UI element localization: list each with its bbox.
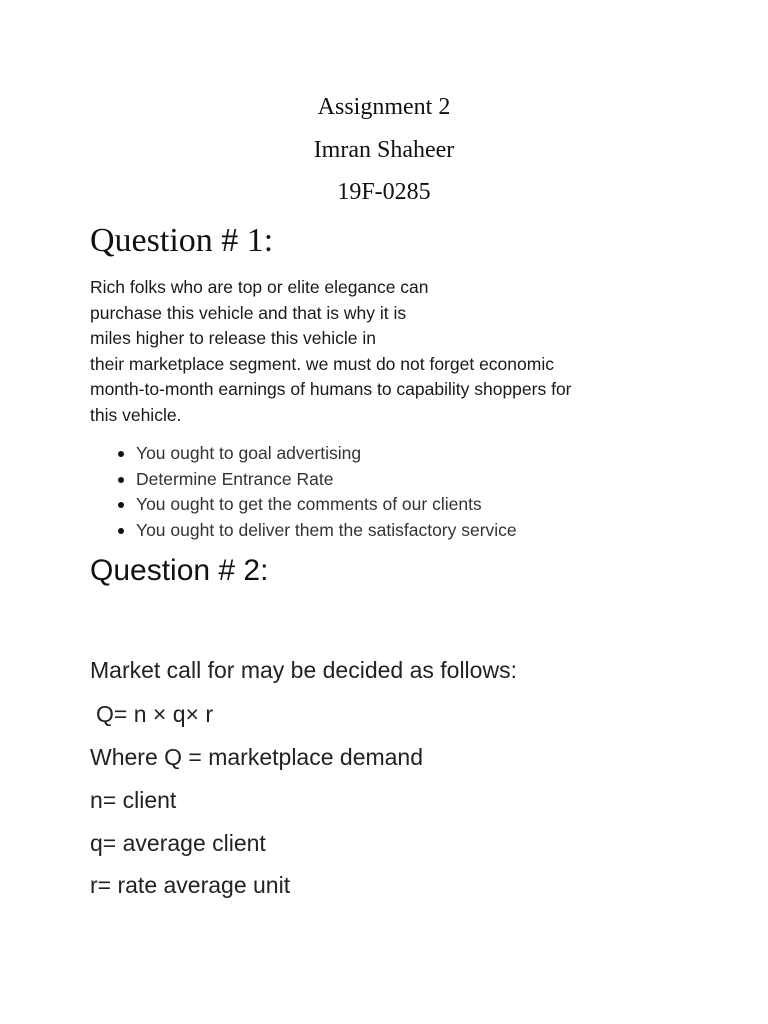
bullet-item: Determine Entrance Rate	[116, 467, 517, 493]
demand-formula: Q= n × q× r	[96, 701, 213, 727]
definition-q-avg: q= average client	[90, 830, 266, 856]
question-1-bullet-list	[116, 441, 517, 543]
definition-n: n= client	[90, 787, 177, 813]
bullet-item: You ought to deliver them the satisfactory service	[116, 518, 517, 544]
market-demand-intro: Market call for may be decided as follows:	[90, 657, 517, 683]
paragraph-line: their marketplace segment. we must do not forget economic	[90, 353, 554, 374]
author-name: Imran Shaheer	[313, 137, 455, 163]
question-2-heading: Question # 2:	[90, 554, 269, 587]
document-title: Assignment 2	[317, 94, 451, 120]
definition-r: r= rate average unit	[90, 872, 291, 898]
paragraph-line: miles higher to release this vehicle in	[90, 328, 376, 348]
definition-q: Where Q = marketplace demand	[90, 744, 424, 770]
question-1-paragraph	[90, 275, 690, 428]
paragraph-line: purchase this vehicle and that is why it is	[90, 302, 407, 323]
bullet-item: You ought to get the comments of our clients	[116, 492, 517, 518]
roll-number: 19F-0285	[337, 179, 431, 205]
question-1-heading: Question # 1:	[90, 222, 274, 259]
bullet-item: You ought to goal advertising	[116, 441, 517, 467]
paragraph-line: this vehicle.	[90, 404, 182, 425]
paragraph-line: Rich folks who are top or elite elegance can	[90, 277, 429, 297]
paragraph-line: month-to-month earnings of humans to capability shoppers for	[90, 379, 572, 399]
